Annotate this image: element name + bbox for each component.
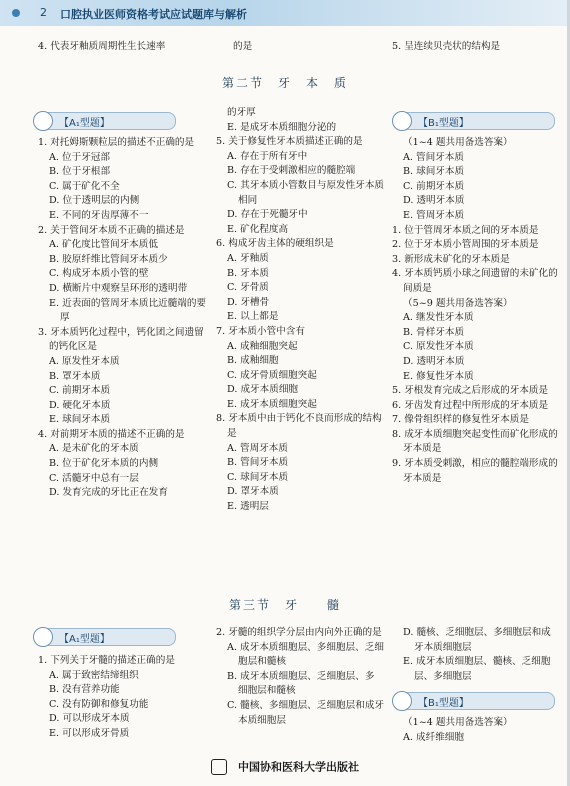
question-item: 3. 新形成未矿化的牙本质是 — [392, 253, 510, 265]
book-title: 口腔执业医师资格考试应试题库与解析 — [60, 8, 247, 21]
option-item: C. 构成牙本质小管的壁 — [49, 268, 149, 280]
option-item: E. 球间牙本质 — [49, 414, 111, 426]
section-3-tag-b1: 【B₁型题】 — [393, 692, 555, 710]
option-item: C. 成牙骨质细胞突起 — [227, 369, 317, 381]
option-item: C. 前期牙本质 — [403, 180, 465, 192]
option-item: A. 原发性牙本质 — [49, 355, 120, 367]
question-item: 4. 牙本质钙质小球之间遗留的未矿化的间质是 — [392, 268, 558, 294]
question-item: 2. 关于管间牙本质不正确的描述是 — [38, 224, 185, 236]
option-item: D. 透明牙本质 — [403, 355, 465, 367]
option-item: E. 矿化程度高 — [227, 223, 289, 235]
option-item: D. 可以形成牙本质 — [49, 713, 130, 725]
page-footer — [0, 756, 570, 786]
option-item: A. 牙釉质 — [227, 252, 269, 264]
option-item: D. 硬化牙本质 — [49, 399, 111, 411]
header-bullet-icon — [12, 9, 20, 17]
option-item: B. 球间牙本质 — [403, 166, 465, 178]
option-item: E. 透明层 — [227, 501, 269, 513]
page-number: 2 — [40, 6, 47, 19]
question-item: 8. 牙本质中由于钙化不良而形成的结构是 — [216, 413, 382, 440]
tag-circle-icon — [33, 111, 53, 131]
section-2-tag-a1: 【A₁型题】 — [34, 112, 176, 130]
option-item: C. 没有防御和修复功能 — [49, 698, 149, 710]
option-item: E. 近表面的管周牙本质比近髓端的要厚 — [49, 297, 207, 324]
option-item: A. 成牙本质细胞层、多细胞层、乏细胞层和髓核 — [227, 641, 384, 668]
option-item: A. 继发性牙本质 — [403, 312, 474, 324]
option-item: B. 管间牙本质 — [227, 457, 289, 469]
option-item: C. 原发性牙本质 — [403, 341, 474, 353]
option-item: B. 存在于受刺激相应的髓腔端 — [227, 165, 356, 177]
section-2-title: 第二节 牙 本 质 — [221, 76, 348, 90]
question-item: 2. 位于牙本质小管周围的牙本质是 — [392, 239, 539, 251]
section-2-column-3 — [392, 136, 558, 486]
option-item: D. 位于透明层的内侧 — [49, 195, 140, 207]
option-item: B. 罩牙本质 — [49, 370, 101, 382]
option-item: C. 牙骨质 — [227, 282, 269, 294]
page-header-bar — [0, 0, 570, 26]
option-item: B. 成釉细胞 — [227, 355, 279, 367]
option-item: A. 成纤维细胞 — [403, 731, 464, 743]
option-item: B. 骨样牙本质 — [403, 326, 465, 338]
question-item: 8. 成牙本质细胞突起变性而矿化形成的牙本质是 — [392, 428, 558, 455]
question-item: 1. 位于管周牙本质之间的牙本质是 — [392, 224, 539, 236]
tag-circle-icon — [392, 111, 412, 131]
option-item: （1~4 题共用备选答案） — [403, 717, 513, 728]
option-item: A. 位于牙冠部 — [49, 151, 110, 163]
tag-circle-icon — [392, 691, 412, 711]
option-item: D. 透明牙本质 — [403, 195, 465, 207]
option-item: D. 成牙本质细胞 — [227, 384, 299, 396]
option-item: C. 球间牙本质 — [227, 471, 289, 483]
section-3-column-3 — [392, 626, 558, 684]
option-item: D. 存在于死髓牙中 — [227, 209, 308, 221]
option-item: （5~9 题共用备选答案） — [403, 297, 513, 309]
question-item: 7. 牙本质小管中含有 — [216, 325, 305, 337]
option-item: E. 成牙本质细胞层、髓核、乏细胞层、多细胞层 — [403, 656, 551, 682]
section-3-title: 第三节 牙 髓 — [228, 598, 341, 612]
section-3-column-2 — [216, 626, 384, 728]
top-line-col2: 的是 — [233, 41, 253, 52]
section-3-tag-a1: 【A₁型题】 — [34, 628, 176, 646]
option-item: A. 矿化度比管间牙本质低 — [49, 239, 158, 251]
option-item: E. 成牙本质细胞突起 — [227, 398, 317, 410]
option-item: B. 胶原纤维比管间牙本质少 — [49, 253, 168, 265]
top-line-col3: 5. 呈连续贝壳状的结构是 — [392, 41, 501, 52]
question-item: 6. 牙齿发育过程中所形成的牙本质是 — [392, 399, 549, 411]
question-item: 6. 构成牙齿主体的硬组织是 — [216, 238, 334, 250]
option-item: B. 没有营养功能 — [49, 684, 120, 696]
option-item: E. 是成牙本质细胞分泌的 — [227, 121, 337, 133]
option-item: B. 成牙本质细胞层、乏细胞层、多细胞层和髓核 — [227, 670, 375, 697]
option-item: A. 存在于所有牙中 — [227, 150, 308, 162]
option-item: C. 属于矿化不全 — [49, 180, 120, 192]
option-item: E. 管周牙本质 — [403, 209, 465, 221]
option-item: A. 是未矿化的牙本质 — [49, 443, 139, 455]
option-item: B. 位于矿化牙本质的内侧 — [49, 458, 159, 470]
tag-circle-icon — [33, 627, 53, 647]
question-item: 3. 牙本质钙化过程中，钙化团之间遗留的钙化区是 — [38, 326, 204, 353]
option-item: 的牙厚 — [227, 107, 256, 118]
option-item: A. 属于致密结缔组织 — [49, 669, 139, 681]
option-item: C. 其牙本质小管数目与原发性牙本质相同 — [227, 179, 385, 206]
option-item: E. 不同的牙齿厚薄不一 — [49, 209, 149, 221]
publisher-logo-icon — [211, 759, 227, 775]
question-item: 9. 牙本质受刺激，相应的髓腔端形成的牙本质是 — [392, 458, 558, 484]
option-item: A. 管周牙本质 — [227, 442, 288, 454]
top-line-col1: 4. 代表牙釉质周期性生长速率 — [38, 41, 166, 52]
option-item: E. 以上都是 — [227, 311, 279, 323]
question-item: 1. 下列关于牙髓的描述正确的是 — [38, 655, 175, 666]
option-item: E. 修复性牙本质 — [403, 370, 474, 382]
question-item: 7. 像骨组织样的修复性牙本质是 — [392, 414, 529, 426]
option-item: D. 发育完成的牙比正在发育 — [49, 487, 168, 499]
option-item: D. 罩牙本质 — [227, 486, 279, 498]
section-2-tag-b1: 【B₁型题】 — [393, 112, 555, 130]
option-item: （1~4 题共用备选答案） — [403, 137, 513, 148]
option-item: E. 可以形成牙骨质 — [49, 727, 130, 739]
question-item: 2. 牙髓的组织学分层由内向外正确的是 — [216, 627, 382, 638]
section-3-column-3-b — [392, 716, 558, 745]
question-item: 4. 对前期牙本质的描述不正确的是 — [38, 428, 185, 440]
option-item: A. 成釉细胞突起 — [227, 340, 298, 352]
option-item: C. 前期牙本质 — [49, 385, 111, 397]
section-3-column-1 — [38, 654, 206, 742]
option-item: C. 髓核、多细胞层、乏细胞层和成牙本质细胞层 — [227, 699, 385, 726]
question-item: 5. 牙根发育完成之后形成的牙本质是 — [392, 385, 549, 397]
publisher-name: 中国协和医科大学出版社 — [238, 760, 360, 774]
option-item: A. 管间牙本质 — [403, 151, 464, 163]
section-2-column-2 — [216, 106, 384, 515]
option-item: C. 活髓牙中总有一层 — [49, 472, 139, 484]
question-item: 1. 对托姆斯颗粒层的描述不正确的是 — [38, 137, 195, 148]
option-item: D. 横断片中观察呈环形的透明带 — [49, 282, 188, 294]
option-item: D. 牙槽骨 — [227, 296, 270, 308]
option-item: B. 位于牙根部 — [49, 166, 111, 178]
option-item: D. 髓核、乏细胞层、多细胞层和成牙本质细胞层 — [403, 627, 551, 653]
option-item: B. 牙本质 — [227, 267, 269, 279]
question-item: 5. 关于修复性牙本质描述正确的是 — [216, 136, 363, 148]
section-2-column-1 — [38, 136, 206, 501]
